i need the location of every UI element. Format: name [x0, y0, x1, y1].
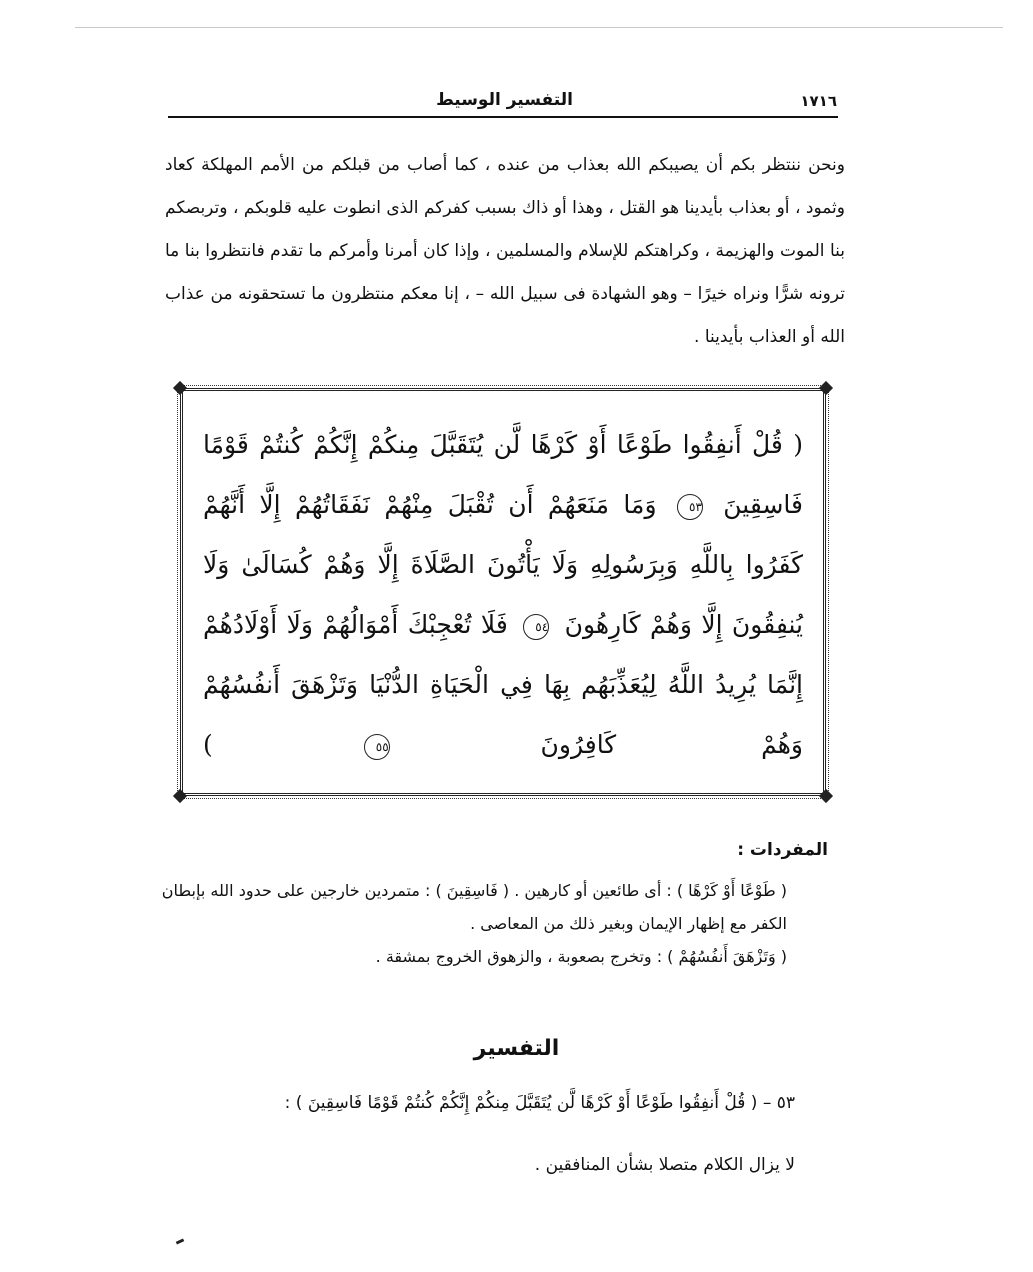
header-rule	[168, 116, 838, 118]
scan-speck	[176, 1238, 185, 1244]
corner-ornament	[819, 789, 833, 803]
quran-verse-box	[180, 388, 826, 796]
page-number: ١٧١٦	[800, 92, 837, 110]
intro-paragraph: ونحن ننتظر بكم أن يصيبكم الله بعذاب من عنده ، كما أصاب من قبلكم من الأمم المهلكة كعاد وثمود ، أو بعذاب بأيدينا هو القتل ، وهذا أو ذاك بسبب كفركم الذى انطوت عليه قلوبكم ، وتربصكم بنا الموت والهزيمة ، وكراهتكم للإسلام والمسلمين ، وإذا كان أمرنا وأمركم ما تقدم فانتظروا بنا ما ترونه شرًّا ونراه خيرًا – وهو الشهادة فى سبيل الله – ، إنا معكم منتظرون ما تستحقونه من عذاب الله أو العذاب بأيدينا .	[165, 155, 845, 347]
corner-ornament	[173, 381, 187, 395]
tafsir-closing-line: لا يزال الكلام متصلا بشأن المنافقين .	[534, 1155, 795, 1175]
scan-edge-line	[75, 27, 1003, 28]
corner-ornament	[819, 381, 833, 395]
verse-54-text: وَمَا مَنَعَهُمْ أَن تُقْبَلَ مِنْهُمْ نَفَقَاتُهُمْ إِلَّا أَنَّهُمْ كَفَرُوا بِاللَّهِ وَبِرَسُولِهِ وَلَا يَأْتُونَ الصَّلَاةَ إِلَّا وَهُمْ كُسَالَىٰ وَلَا يُنفِقُونَ إِلَّا وَهُمْ كَارِهُونَ	[203, 490, 804, 639]
verse-53-text: ( قُلْ أَنفِقُوا طَوْعًا أَوْ كَرْهًا لَّن يُتَقَبَّلَ مِنكُمْ إِنَّكُمْ كُنتُمْ قَوْمًا فَاسِقِينَ	[203, 430, 804, 519]
vocabulary-heading: المفردات :	[737, 840, 828, 860]
verse-number-54: ٥٤	[523, 614, 549, 640]
vocabulary-section	[160, 874, 815, 973]
verse-number-53: ٥٣	[677, 494, 703, 520]
page-header	[172, 88, 837, 114]
corner-ornament	[173, 789, 187, 803]
tafsir-verse-53: ٥٣ – ( قُلْ أَنفِقُوا طَوْعًا أَوْ كَرْهًا لَّن يُتَقَبَّلَ مِنكُمْ إِنَّكُمْ كُنتُمْ قَوْمًا فَاسِقِينَ ) :	[284, 1093, 795, 1113]
tafsir-heading: التفسير	[473, 1036, 560, 1061]
quran-text	[203, 415, 803, 775]
vocab-entry-1: ( طَوْعًا أَوْ كَرْهًا ) : أى طائعين أو كارهين . ( فَاسِقِينَ ) : متمردين خارجين على حدود الله بإبطان الكفر مع إظهار الإيمان وبغير ذلك من المعاصى .	[161, 881, 787, 933]
verse-number-55: ٥٥	[364, 734, 390, 760]
verse-55-text: فَلَا تُعْجِبْكَ أَمْوَالُهُمْ وَلَا أَوْلَادُهُمْ إِنَّمَا يُرِيدُ اللَّهُ لِيُعَذِّبَهُم بِهَا فِي الْحَيَاةِ الدُّنْيَا وَتَزْهَقَ أَنفُسُهُمْ وَهُمْ كَافِرُونَ	[203, 610, 803, 759]
closing-bracket: )	[203, 730, 213, 759]
running-title: التفسير الوسيط	[436, 90, 573, 110]
vocab-entry-2: ( وَتَزْهَقَ أَنفُسُهُمْ ) : وتخرج بصعوبة ، والزهوق الخروج بمشقة .	[375, 947, 787, 966]
